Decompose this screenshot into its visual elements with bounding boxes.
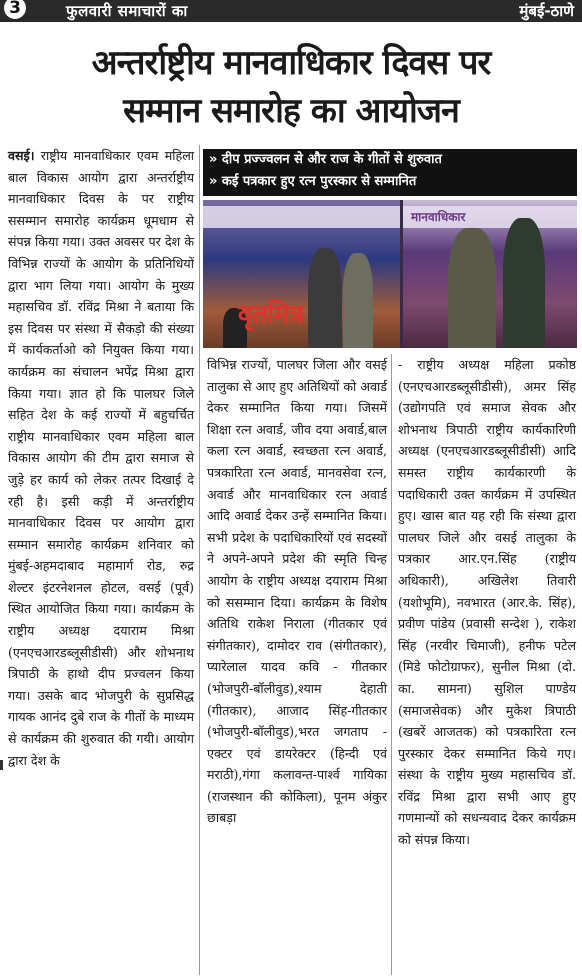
top-bar <box>0 0 582 22</box>
subheads-box <box>203 149 577 196</box>
person-figure <box>308 248 342 348</box>
column-divider <box>391 354 392 975</box>
edge-mark <box>0 760 3 770</box>
subhead-2: » कई पत्रकार हुए रत्न पुरस्कार से सम्मानित <box>209 174 417 189</box>
subhead-1: » दीप प्रज्ज्वलन से और राज के गीतों से शुरुवात <box>209 152 442 167</box>
article-column-1 <box>8 145 194 771</box>
person-figure <box>448 228 496 348</box>
dateline: वसई। <box>8 148 35 163</box>
edition-label: मुंबई-ठाणे <box>519 2 574 20</box>
person-figure <box>503 218 545 348</box>
person-figure <box>343 253 373 348</box>
headline-line-2: सम्मान समारोह का आयोजन <box>123 91 459 131</box>
page-number-badge: 3 <box>4 0 26 19</box>
column-divider <box>199 145 200 975</box>
article-column-3: - राष्ट्रीय अध्यक्ष महिला प्रकोष्ठ (एनएचआरडब्लूसीडीसी), अमर सिंह (उद्योगपति एवं समाज सेवक और शोभनाथ त्रिपाठी राष्ट्रीय कार्यकारिणी अध्यक्ष (एनएचआरडब्लूसीडीसी) आदि समस्त राष्ट्रीय कार्यकारणी के पदाधिकारी उक्त कार्यक्रम में उपस्थित हुए। खास बात यह रही कि संस्था द्वारा पालघर जिले और वसई तालुका के पत्रकार आर.एन.सिंह (राष्ट्रीय अधिकारी), अखिलेश तिवारी (यशोभूमि), नवभारत (आर.के. सिंह), प्रवीण पांडेय (प्रवासी सन्देश ), राकेश सिंह (नरवीर चिमाजी), हनीफ पटेल (मिडे फोटोग्राफर), सुनील मिश्रा (दो. का. सामना) सुशिल पाण्डेय (समाजसेवक) और मुकेश त्रिपाठी (खबरें आजतक) को पत्रकारिता रत्न पुरस्कार देकर सम्मानित किये गए। संस्था के राष्ट्रीय मुख्य महासचिव डॉ. रविंद्र मिश्रा द्वारा सभी आए हुए गणमान्यों को सधन्यवाद देकर कार्यक्रम को संपन्न किया। <box>398 357 576 848</box>
photo-award-ceremony-2 <box>403 200 577 348</box>
article-column-2: विभिन्न राज्यों, पालघर जिला और वसई तालुका से आए हुए अतिथियों को अवार्ड देकर सम्मानित किया गया। जिसमें शिक्षा रत्न अवार्ड, जीव दया अवार्ड,बाल कला रत्न अवार्ड, स्वच्छता रत्न अवार्ड, पत्रकारिता रत्न अवार्ड, मानवसेवा रत्न, अवार्ड और मानवाधिकार रत्न अवार्ड आदि अवार्ड देकर उन्हें सम्मानित किया। सभी प्रदेश के पदाधिकारियों एवं सदस्यों ने अपने-अपने प्रदेश की स्मृति चिन्ह आयोग के राष्ट्रीय अध्यक्ष दयाराम मिश्रा को ससम्मान दिया। कार्यक्रम के विशेष अतिथि राकेश निराला (गीतकार एवं संगीतकार), दामोदर राव (संगीतकार), प्यारेलाल यादव कवि - गीतकार (भोजपुरी-बॉलीवुड),श्याम देहाती (गीतकार), आजाद सिंह-गीतकार (भोजपुरी-बॉलीवुड),भरत जगताप - एक्टर एवं डायरेक्टर (हिन्दी एवं मराठी),गंगा कलावन्त-पार्श्व गायिका (राजस्थान की कोकिला), पूनम अंकुर छाबड़ा <box>207 357 387 826</box>
watermark: वृतमित्र <box>238 300 304 330</box>
section-title: फुलवारी समाचारों का <box>66 2 188 20</box>
column-1-text: राष्ट्रीय मानवाधिकार एवम महिला बाल विकास आयोग द्वारा अन्तर्राष्ट्रीय मानवाधिकार दिवस के पर राष्ट्रीय ससम्मान समारोह कार्यक्रम धूमधाम से संपन्न किया गया। उक्त अवसर पर देश के विभिन्न राज्यों के आयोग के प्रतिनिधियों द्वारा भाग लिया गया। आयोग के मुख्य महासचिव डॉ. रविंद्र मिश्रा ने बताया कि इस दिवस पर संस्था में सैकड़ो की संख्या में कार्यकर्ताओ को नियुक्त किया गया। कार्यक्रम का संचालन भपेंद्र मिश्रा द्वारा किया गया। ज्ञात हो कि पालघर जिले सहित देश के कई राज्यों में बहुचर्चित राष्ट्रीय मानवाधिकार एवम महिला बाल विकास आयोग की टीम द्वारा समाज से जुड़े हर कार्य को लेकर तत्पर दिखाई दे रही है। इसी कड़ी में अन्तर्राष्ट्रीय मानवाधिकार दिवस पर आयोग द्वारा सम्मान समारोह कार्यक्रम शनिवार को मुंबई-अहमदाबाद महामार्ग रोड, रुद्र शेल्टर इंटरनेशनल होटल, वसई (पूर्व) स्थित आयोजित किया गया। कार्यक्रम के राष्ट्रीय अध्यक्ष दयाराम मिश्रा (एनएचआरडब्लूसीडीसी) और शोभनाथ त्रिपाठी के हाथो दीप प्रज्वलन किया गया। उसके बाद भोजपुरी के सुप्रसिद्ध गायक आनंद दुबे राज के गीतों के माध्यम से कार्यक्रम की शुरुवात की गयी। आयोग द्वारा देश के <box>8 148 194 768</box>
headline-line-1: अन्तर्राष्ट्रीय मानवाधिकार दिवस पर <box>91 43 491 83</box>
stage-banner <box>203 206 400 228</box>
banner-text: मानवाधिकार <box>411 210 466 224</box>
